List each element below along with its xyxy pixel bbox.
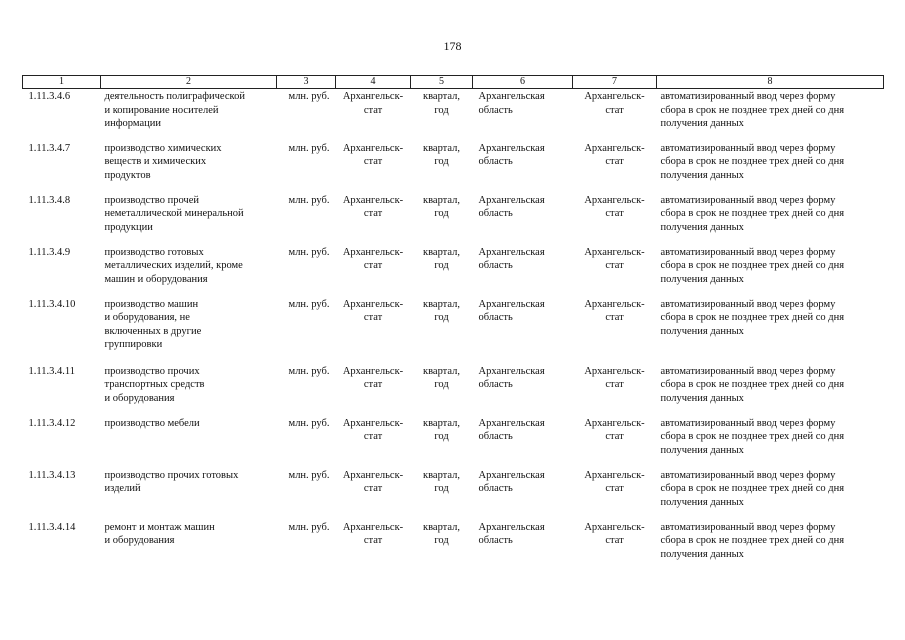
row-indicator-name-line: деятельность полиграфической (104, 91, 245, 102)
row-input-method-line: получения данных (660, 118, 744, 130)
row-input-method-line: автоматизированный ввод через форму (660, 417, 836, 429)
row-responsible-line: Архангельск- (584, 417, 645, 429)
row-source-line: Архангельск- (342, 417, 404, 429)
row-input-method (657, 520, 884, 572)
row-input-method-line: получения данных (660, 169, 744, 181)
row-input-method-line: автоматизированный ввод через форму (660, 91, 836, 102)
row-responsible-line: стат (605, 156, 624, 168)
row-territory-line: Архангельская (478, 91, 545, 102)
row-periodicity-line: квартал, (422, 91, 461, 102)
row-indicator-name-line: производство прочих (104, 365, 200, 377)
row-responsible (573, 520, 657, 572)
row-unit: млн. руб. (288, 521, 330, 533)
row-input-method-line: автоматизированный ввод через форму (660, 469, 836, 481)
row-code: 1.11.3.4.14 (28, 521, 76, 533)
row-source (336, 416, 411, 468)
row-source-line: Архангельск- (342, 91, 404, 102)
row-territory-line: область (478, 431, 513, 443)
table-row (23, 141, 884, 193)
row-code: 1.11.3.4.12 (28, 417, 76, 429)
row-input-method (657, 416, 884, 468)
row-indicator-name (101, 520, 277, 572)
row-source-line: стат (363, 312, 383, 324)
row-source-line: стат (363, 535, 383, 547)
row-territory (473, 364, 573, 416)
row-code: 1.11.3.4.10 (28, 298, 76, 310)
row-code: 1.11.3.4.7 (28, 142, 71, 154)
row-responsible-line: стат (605, 208, 624, 220)
row-indicator-name-line: производство мебели (104, 417, 200, 429)
row-responsible-line: Архангельск- (584, 91, 645, 102)
row-indicator-name-line: и оборудования, не (104, 312, 190, 324)
row-indicator-name (101, 141, 277, 193)
table-row (23, 468, 884, 520)
row-responsible-line: Архангельск- (584, 521, 645, 533)
row-territory-line: Архангельская (478, 246, 545, 258)
row-input-method (657, 245, 884, 297)
row-responsible (573, 193, 657, 245)
table-body (23, 89, 884, 572)
row-source (336, 141, 411, 193)
column-header: 8 (657, 76, 884, 89)
column-header: 1 (23, 76, 101, 89)
row-indicator-name-line: и оборудования (104, 535, 175, 547)
row-indicator-name-line: веществ и химических (104, 156, 207, 168)
row-indicator-name-line: производство химических (104, 142, 222, 154)
row-indicator-name-line: и копирование носителей (104, 104, 219, 116)
table-row (23, 245, 884, 297)
row-periodicity-line: год (434, 535, 449, 547)
row-input-method-line: получения данных (660, 496, 744, 508)
row-territory (473, 245, 573, 297)
row-periodicity-line: квартал, (422, 298, 461, 310)
row-periodicity-line: квартал, (422, 365, 461, 377)
row-input-method-line: сбора в срок не позднее трех дней со дня (660, 535, 845, 547)
row-territory-line: область (478, 208, 513, 220)
table-row (23, 520, 884, 572)
row-indicator-name (101, 89, 277, 141)
row-indicator-name-line: ремонт и монтаж машин (104, 521, 215, 533)
row-input-method-line: получения данных (660, 392, 744, 404)
row-input-method-line: сбора в срок не позднее трех дней со дня (660, 312, 845, 324)
row-responsible-line: стат (605, 260, 624, 272)
row-input-method-line: сбора в срок не позднее трех дней со дня (660, 260, 845, 272)
row-responsible-line: стат (605, 431, 624, 443)
row-input-method-line: сбора в срок не позднее трех дней со дня (660, 431, 845, 443)
row-territory-line: область (478, 535, 513, 547)
row-responsible-line: стат (605, 483, 624, 495)
row-input-method-line: автоматизированный ввод через форму (660, 246, 836, 258)
row-responsible (573, 468, 657, 520)
row-territory-line: область (478, 312, 513, 324)
row-code: 1.11.3.4.13 (28, 469, 76, 481)
row-unit: млн. руб. (288, 91, 330, 102)
row-responsible (573, 141, 657, 193)
row-periodicity (411, 297, 473, 364)
row-territory-line: Архангельская (478, 521, 545, 533)
row-territory-line: Архангельская (478, 142, 545, 154)
row-unit: млн. руб. (288, 417, 330, 429)
row-periodicity (411, 468, 473, 520)
row-periodicity (411, 141, 473, 193)
row-periodicity-line: год (434, 483, 449, 495)
row-periodicity-line: год (434, 312, 449, 324)
row-periodicity-line: год (434, 260, 449, 272)
row-territory-line: область (478, 104, 513, 116)
row-indicator-name-line: производство готовых (104, 246, 204, 258)
row-input-method-line: автоматизированный ввод через форму (660, 298, 836, 310)
row-code: 1.11.3.4.9 (28, 246, 71, 258)
row-indicator-name-line: машин и оборудования (104, 273, 208, 285)
row-source-line: стат (363, 156, 383, 168)
table-row (23, 297, 884, 364)
row-unit: млн. руб. (288, 469, 330, 481)
row-unit: млн. руб. (288, 246, 330, 258)
row-source (336, 89, 411, 141)
row-territory-line: Архангельская (478, 194, 545, 206)
row-indicator-name-line: группировки (104, 339, 163, 351)
row-periodicity-line: год (434, 208, 449, 220)
row-indicator-name-line: производство прочих готовых (104, 469, 239, 481)
row-code: 1.11.3.4.6 (28, 91, 71, 102)
row-source-line: стат (363, 379, 383, 391)
row-source-line: Архангельск- (342, 521, 404, 533)
row-periodicity (411, 89, 473, 141)
row-source (336, 193, 411, 245)
row-indicator-name (101, 364, 277, 416)
row-indicator-name (101, 245, 277, 297)
row-territory-line: Архангельская (478, 365, 545, 377)
row-indicator-name (101, 297, 277, 364)
column-header: 5 (411, 76, 473, 89)
row-input-method-line: получения данных (660, 325, 744, 337)
row-periodicity (411, 193, 473, 245)
row-territory (473, 193, 573, 245)
row-territory (473, 297, 573, 364)
row-responsible-line: стат (605, 535, 624, 547)
table-row (23, 89, 884, 141)
row-indicator-name-line: производство машин (104, 298, 199, 310)
row-source (336, 297, 411, 364)
row-periodicity-line: квартал, (422, 521, 461, 533)
row-indicator-name-line: неметаллической минеральной (104, 208, 244, 220)
row-responsible (573, 89, 657, 141)
row-periodicity-line: год (434, 156, 449, 168)
row-source-line: стат (363, 104, 383, 116)
row-responsible-line: стат (605, 312, 624, 324)
row-input-method-line: сбора в срок не позднее трех дней со дня (660, 379, 845, 391)
row-responsible-line: Архангельск- (584, 194, 645, 206)
row-periodicity-line: год (434, 104, 449, 116)
row-periodicity-line: квартал, (422, 246, 461, 258)
row-responsible (573, 364, 657, 416)
row-input-method (657, 89, 884, 141)
column-number-row (23, 76, 884, 89)
row-indicator-name (101, 468, 277, 520)
row-periodicity-line: квартал, (422, 469, 461, 481)
row-periodicity (411, 245, 473, 297)
row-input-method-line: сбора в срок не позднее трех дней со дня (660, 156, 845, 168)
row-input-method-line: сбора в срок не позднее трех дней со дня (660, 483, 845, 495)
row-indicator-name-line: продукции (104, 221, 153, 233)
row-input-method-line: получения данных (660, 273, 744, 285)
row-input-method-line: автоматизированный ввод через форму (660, 142, 836, 154)
row-source (336, 245, 411, 297)
row-periodicity-line: квартал, (422, 194, 461, 206)
row-input-method (657, 364, 884, 416)
row-source-line: Архангельск- (342, 194, 404, 206)
table-row (23, 364, 884, 416)
row-indicator-name (101, 193, 277, 245)
row-indicator-name-line: производство прочей (104, 194, 199, 206)
row-territory (473, 89, 573, 141)
row-source-line: Архангельск- (342, 246, 404, 258)
row-source (336, 468, 411, 520)
row-indicator-name-line: транспортных средств (104, 379, 205, 391)
row-source-line: Архангельск- (342, 142, 404, 154)
row-responsible-line: Архангельск- (584, 298, 645, 310)
row-indicator-name-line: металлических изделий, кроме (104, 260, 243, 272)
row-responsible (573, 245, 657, 297)
row-periodicity-line: год (434, 379, 449, 391)
row-periodicity-line: квартал, (422, 142, 461, 154)
row-responsible-line: Архангельск- (584, 365, 645, 377)
row-input-method-line: получения данных (660, 548, 744, 560)
column-header: 3 (277, 76, 336, 89)
row-input-method-line: сбора в срок не позднее трех дней со дня (660, 104, 845, 116)
row-periodicity (411, 364, 473, 416)
column-header: 7 (573, 76, 657, 89)
row-responsible (573, 416, 657, 468)
row-source-line: стат (363, 431, 383, 443)
row-unit: млн. руб. (288, 298, 330, 310)
row-input-method (657, 193, 884, 245)
page-number: 178 (443, 39, 462, 53)
row-source-line: Архангельск- (342, 469, 404, 481)
row-input-method (657, 297, 884, 364)
row-territory (473, 468, 573, 520)
row-indicator-name (101, 416, 277, 468)
row-periodicity-line: год (434, 431, 449, 443)
row-territory-line: область (478, 483, 513, 495)
row-indicator-name-line: продуктов (104, 169, 151, 181)
row-indicator-name-line: информации (104, 118, 161, 130)
row-territory-line: область (478, 379, 513, 391)
row-source-line: стат (363, 208, 383, 220)
column-header: 6 (473, 76, 573, 89)
row-code: 1.11.3.4.8 (28, 194, 71, 206)
row-territory (473, 520, 573, 572)
row-input-method-line: автоматизированный ввод через форму (660, 194, 836, 206)
row-indicator-name-line: включенных в другие (104, 325, 202, 337)
row-territory-line: область (478, 156, 513, 168)
row-input-method (657, 141, 884, 193)
row-territory-line: Архангельская (478, 417, 545, 429)
row-responsible-line: Архангельск- (584, 142, 645, 154)
row-responsible-line: стат (605, 104, 624, 116)
row-source-line: Архангельск- (342, 298, 404, 310)
row-periodicity-line: квартал, (422, 417, 461, 429)
row-responsible-line: Архангельск- (584, 246, 645, 258)
row-input-method-line: автоматизированный ввод через форму (660, 365, 836, 377)
row-periodicity (411, 520, 473, 572)
row-source-line: стат (363, 260, 383, 272)
row-source (336, 520, 411, 572)
row-indicator-name-line: изделий (104, 483, 141, 495)
row-territory (473, 416, 573, 468)
row-source-line: Архангельск- (342, 365, 404, 377)
row-territory-line: Архангельская (478, 469, 545, 481)
row-source (336, 364, 411, 416)
row-unit: млн. руб. (288, 365, 330, 377)
column-header: 4 (336, 76, 411, 89)
row-input-method-line: получения данных (660, 444, 744, 456)
row-responsible-line: Архангельск- (584, 469, 645, 481)
row-territory-line: область (478, 260, 513, 272)
row-source-line: стат (363, 483, 383, 495)
table-row (23, 416, 884, 468)
row-input-method-line: автоматизированный ввод через форму (660, 521, 836, 533)
table-row (23, 193, 884, 245)
row-responsible (573, 297, 657, 364)
row-code: 1.11.3.4.11 (28, 365, 75, 377)
row-indicator-name-line: и оборудования (104, 392, 175, 404)
row-input-method (657, 468, 884, 520)
row-responsible-line: стат (605, 379, 624, 391)
row-territory (473, 141, 573, 193)
row-input-method-line: получения данных (660, 221, 744, 233)
row-periodicity (411, 416, 473, 468)
row-territory-line: Архангельская (478, 298, 545, 310)
column-header: 2 (101, 76, 277, 89)
row-unit: млн. руб. (288, 194, 330, 206)
row-input-method-line: сбора в срок не позднее трех дней со дня (660, 208, 845, 220)
indicators-table (22, 75, 884, 572)
row-unit: млн. руб. (288, 142, 330, 154)
